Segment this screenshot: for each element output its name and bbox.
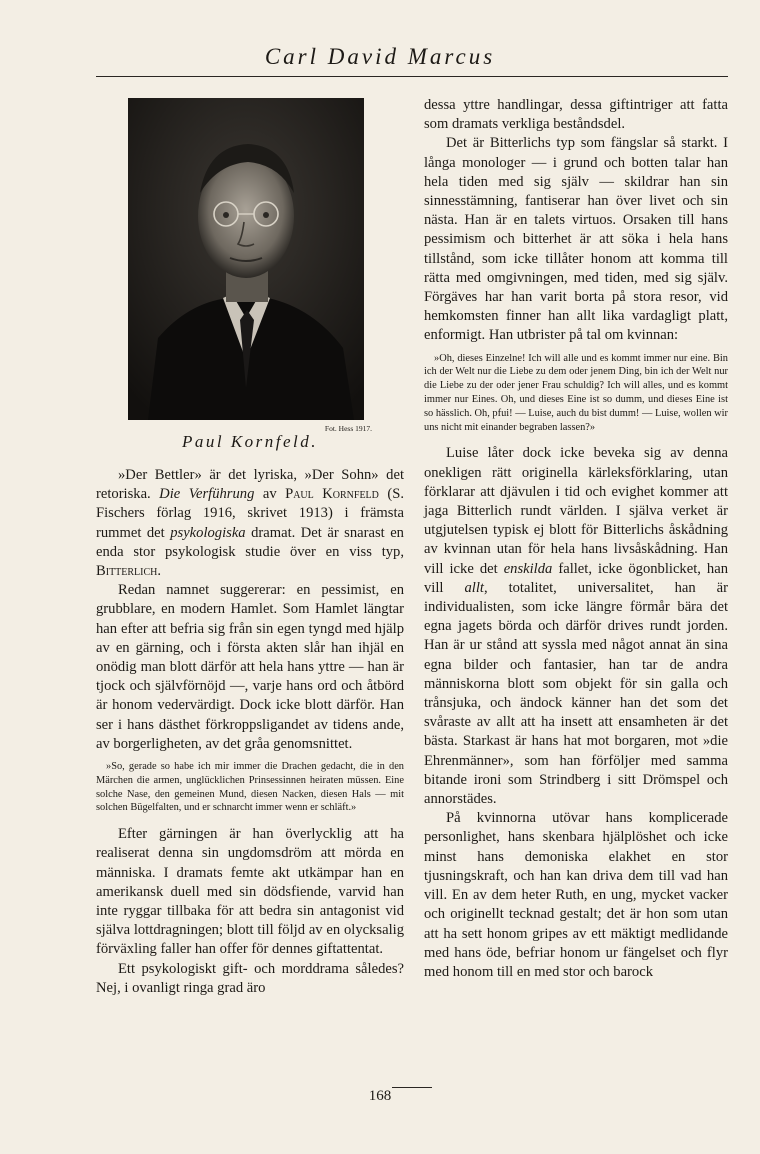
block-quote: »Oh, dieses Einzelne! Ich will alle und es kommt immer nur eine. Bin ich der Welt nur die Liebe zu dem oder jenem Ding, bin ich der Welt nur die Liebe zu der oder jener Frau schuldig? Ich will alles, und es kommt immer nur Eines. Oh, und dieses Eine ist so dumm, und dieses Eine ist so hässlich. Oh, pfui! — Luise, auch du bist dumm! — Luise, wollen wir uns nicht mit einander begraben lassen?» [424,352,728,433]
paragraph: På kvinnorna utövar hans komplicerade personlighet, hans skenbara hjälplöshet och icke minst hans demoniska elakhet en stor tjusningskraft, och han kan driva dem till vad han vill. En av dem heter Ruth, en ung, mycket vacker och originellt tecknad gestalt; det är hon som utan att ha sett honom gripes av ett mäktigt medlidande med hans öde, befriar honom ur fängelset och flyr med honom till en med stor och barock [424,810,728,980]
paragraph: Det är Bitterlichs typ som fängslar så starkt. I långa monologer — i grund och botten talar han hela tiden med sig själv — skildrar han sin sinnesstämning, fantiserar han över livet och sin nästa. Han är en talets virtuos. Orsaken till hans pessimism och bitterhet är att söka i hela hans tillstånd, som icke tillåter honom att komma till rätta med omgivningen, med tiden, med sig själv. Förgäves har han varit borta på stora resor, vid hemkomsten finner han allt lika vardagligt platt, enformigt. Han utbrister på tal om kvinnan: [424,135,728,344]
portrait-photo [128,98,364,420]
photo-credit: Fot. Hess 1917. [324,424,372,433]
paragraph: dessa yttre handlingar, dessa giftintriger att fatta som dramats verkliga beståndsdel. [424,97,728,133]
header-rule [96,76,728,77]
paragraph: Efter gärningen är han överlycklig att ha realiserat denna sin ungdomsdröm att mörda en människa. I dramats femte akt utkämpar han en amerikansk duell med sin dödsfiende, varvid han inte ryggar tillbaka för att bedra sin antagonist vid själva lottdragningen; blott till följd av en olycksalig förväxling faller han offer för dennes giftattentat. [96,826,404,958]
page-number: 168 [368,1088,392,1104]
right-column [424,96,728,982]
paragraph: Luise låter dock icke beveka sig av denna onekligen rätt originella kärleksförklaring, utan förklarar att djävulen i tid och evighet kommer att jaga Bitterlich rundt världen. I själva verket är utgjutelsen typisk ej blott för Bitterlichs åskådning av kvinnan utan för hela hans livsåskådning. Han vill icke det enskilda fallet, icke ögonblicket, han vill allt, totalitet, universalitet, han är individualisten, som icke längre förmår bära det egna jagets börda och därför drives rundt jorden. Han är ur stånd att syssla med något annat än sina egna bilder och fantasier, han tar de andra människorna blott som objekt för sin galla och trånsjuka, och ändock känner han det som det svåraste av allt att ha insett att ensamheten är det bästa. Starkast är hans hat mot borgaren, mot »die Ehrenmänner», som han förföljer med samma bitande ironi som Strindberg i sitt Drömspel och annorstädes. [424,445,728,808]
author-name: Paul Kornfeld [285,486,379,503]
emphasis: allt [464,579,484,596]
photo-caption: Paul Kornfeld. [181,432,319,451]
emphasis: enskilda [503,560,553,577]
paragraph: »Der Bettler» är det lyriska, »Der Sohn» det retoriska. Die Verführung av Paul Kornfeld (S. Fischers förlag 1916, skrivet 1913) i främsta rummet det psykologiska dramat. Det är snarast en enda stor psykologisk studie över en viss typ, Bitterlich. [96,467,404,580]
character-name: Bitterlich [96,563,158,580]
emphasis: psykologiska [170,524,246,541]
portrait-figure [128,98,364,420]
paragraph: Ett psykologiskt gift- och morddrama således? Nej, i ovanligt ringa grad äro [96,960,404,996]
running-header: Carl David Marcus [264,44,496,69]
left-column [96,466,404,998]
paragraph: Redan namnet suggererar: en pessimist, en grubblare, en modern Hamlet. Som Hamlet längtar han efter att befria sig från sin egen tyngd med hjälp av en gärning, och i första akten slår han ihjäl en onödig man blott därför att hela hans yttre — han är tjock och självförnöjd —, varje hans ord och åtbörd är honom vedervärdigt. Dock icke blott därför. Han ser i hans dästhet förkroppsligandet av tidens ande, av borgerligheten, av det gråa genomsnittet. [96,582,404,752]
block-quote: »So, gerade so habe ich mir immer die Drachen gedacht, die in den Märchen die armen, unglücklichen Prinsessinnen heiraten müssen. Eine solche Nase, den gemeinen Mund, diesen Nacken, diesen Hals — mit solchen Bügelfalten, und er schnarcht immer wenn er schläft.» [96,761,404,814]
work-title: Die Verführung [159,486,255,503]
